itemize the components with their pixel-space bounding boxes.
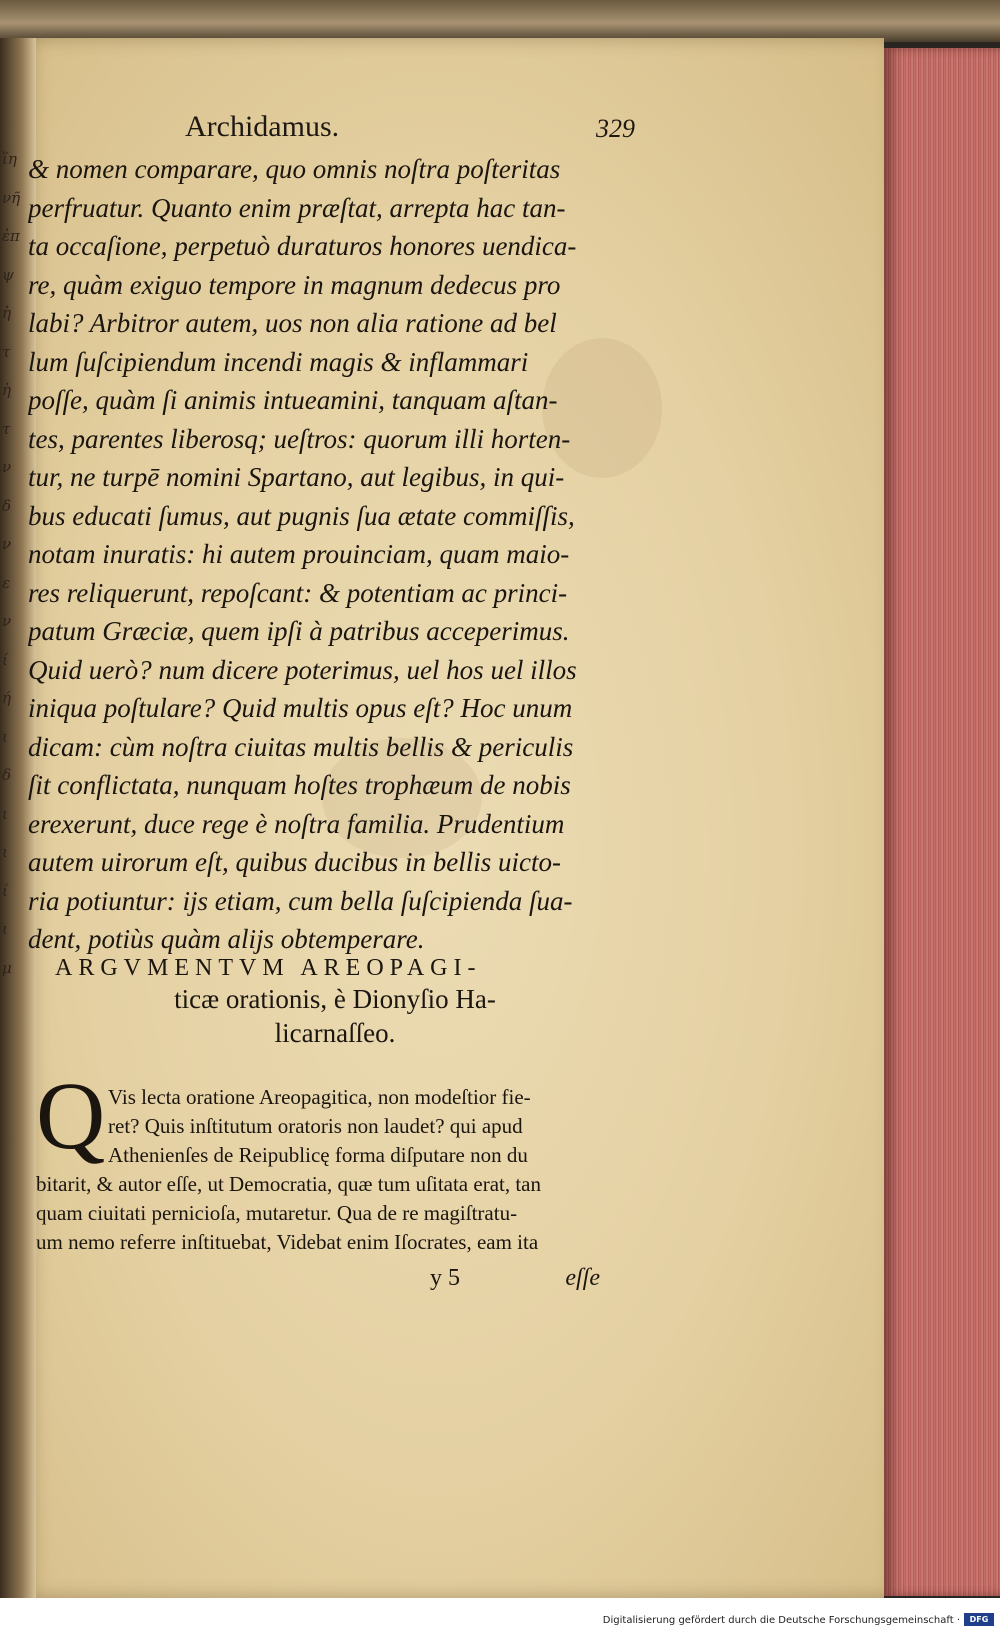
margin-fragment: ι [2,727,8,746]
margin-fragment: ι [2,804,8,823]
running-head: Archidamus. [185,110,340,143]
italic-text-block [28,150,603,959]
text-line: ſit conflictata, nunquam hoſtes trophæum de nobis [28,770,571,800]
text-line: dicam: cùm noſtra ciuitas multis bellis & periculis [28,731,574,762]
text-line: ret? Quis inſtitutum oratoris non laudet? qui apud [108,1114,523,1138]
drop-cap: Q [36,1062,106,1169]
margin-fragment: ν [2,535,12,553]
heading-line: ticæ orationis, è Dionyſio Ha- [174,984,496,1014]
text-line: iniqua poſtulare? Quid multis opus eſt? Hoc unum [28,693,573,723]
text-line: erexerunt, duce rege è noſtra familia. Prudentium [28,808,565,839]
text-line: bus educati ſumus, aut pugnis ſua ætate commiſſis, [28,500,575,531]
heading-line: ARGVMENTVM AREOPAGI- [55,955,482,981]
margin-fragment: νῆ [2,188,21,207]
text-line: ta occaſione, perpetuò duraturos honores uendica- [28,231,577,261]
margin-fragment: ἡ [2,304,11,322]
margin-fragment: μ [2,958,12,977]
text-line: tes, parentes liberosq; ueſtros: quorum illi horten- [28,423,571,454]
margin-fragment: ν [2,612,12,630]
margin-fragment: ψ [2,265,14,284]
margin-fragment: τ [2,419,11,438]
text-line: re, quàm exiguo tempore in magnum dedecus pro [28,269,561,300]
text-line: lum ſuſcipiendum incendi magis & inflammari [28,346,529,377]
margin-fragments [2,140,30,987]
margin-fragment: ἐπ [2,227,20,245]
margin-fragment: ε [2,573,11,592]
margin-fragment: τ [2,342,11,361]
text-line: dent, potiùs quàm alijs obtemperare. [28,924,425,954]
margin-fragment: δ [2,496,12,515]
margin-fragment: ί [2,650,8,669]
dfg-logo: DFG [964,1613,994,1626]
margin-fragment: ι [2,920,8,938]
red-fore-edge [884,48,1000,1596]
text-line: autem uirorum eſt, quibus ducibus in bellis uicto- [28,847,561,877]
text-line: poſſe, quàm ſi animis intueamini, tanquam aſtan- [28,385,558,415]
margin-fragment: ἡ [2,381,11,399]
margin-fragment: δ [2,766,12,784]
text-line: labi? Arbitror autem, uos non alia ratione ad bel [28,308,557,338]
text-line: Quid uerò? num dicere poterimus, uel hos uel illos [28,654,577,685]
text-line: patum Græciæ, quem ipſi à patribus acceperimus. [28,616,570,646]
text-line: res reliquerunt, repoſcant: & potentiam ac princi- [28,577,568,608]
text-line: & nomen comparare, quo omnis noſtra poſteritas [28,154,561,184]
text-line: bitarit, & autor eſſe, ut Democratia, quæ tum uſitata erat, tan [36,1172,542,1196]
text-line: quam ciuitati pernicioſa, mutaretur. Qua de re magiſtratu- [36,1201,518,1225]
text-line: perfruatur. Quanto enim præſtat, arrepta hac tan- [28,192,566,223]
page-header [185,110,635,150]
body-text-block [36,1083,606,1257]
text-line: tur, ne turpē nomini Spartano, aut legibus, in qui- [28,462,565,492]
margin-fragment: ἵη [2,150,17,168]
catchword: eſſe [565,1265,600,1291]
margin-fragment: ι [2,843,8,861]
page-number: 329 [596,114,635,143]
text-line: Vis lecta oratione Areopagitica, non modeſtior fie- [108,1085,531,1109]
argument-heading [55,955,615,1050]
margin-fragment: ν [2,458,12,476]
text-line: ria potiuntur: ijs etiam, cum bella ſuſcipienda ſua- [28,885,573,916]
heading-line: licarnaſſeo. [274,1018,396,1048]
margin-fragment: ή [2,689,11,707]
margin-fragment: ί [2,881,8,900]
text-line: notam inuratis: hi autem prouinciam, quam maio- [28,539,570,569]
signature-mark: y 5 [430,1265,460,1291]
binding-top [0,0,1000,42]
digitization-credit: Digitalisierung gefördert durch die Deutsche Forschungsgemeinschaft · [602,1615,960,1626]
text-line: Athenienſes de Reipublicę forma diſputare non du [108,1143,528,1167]
text-line: um nemo referre inſtituebat, Videbat enim Iſocrates, eam ita [36,1230,539,1254]
